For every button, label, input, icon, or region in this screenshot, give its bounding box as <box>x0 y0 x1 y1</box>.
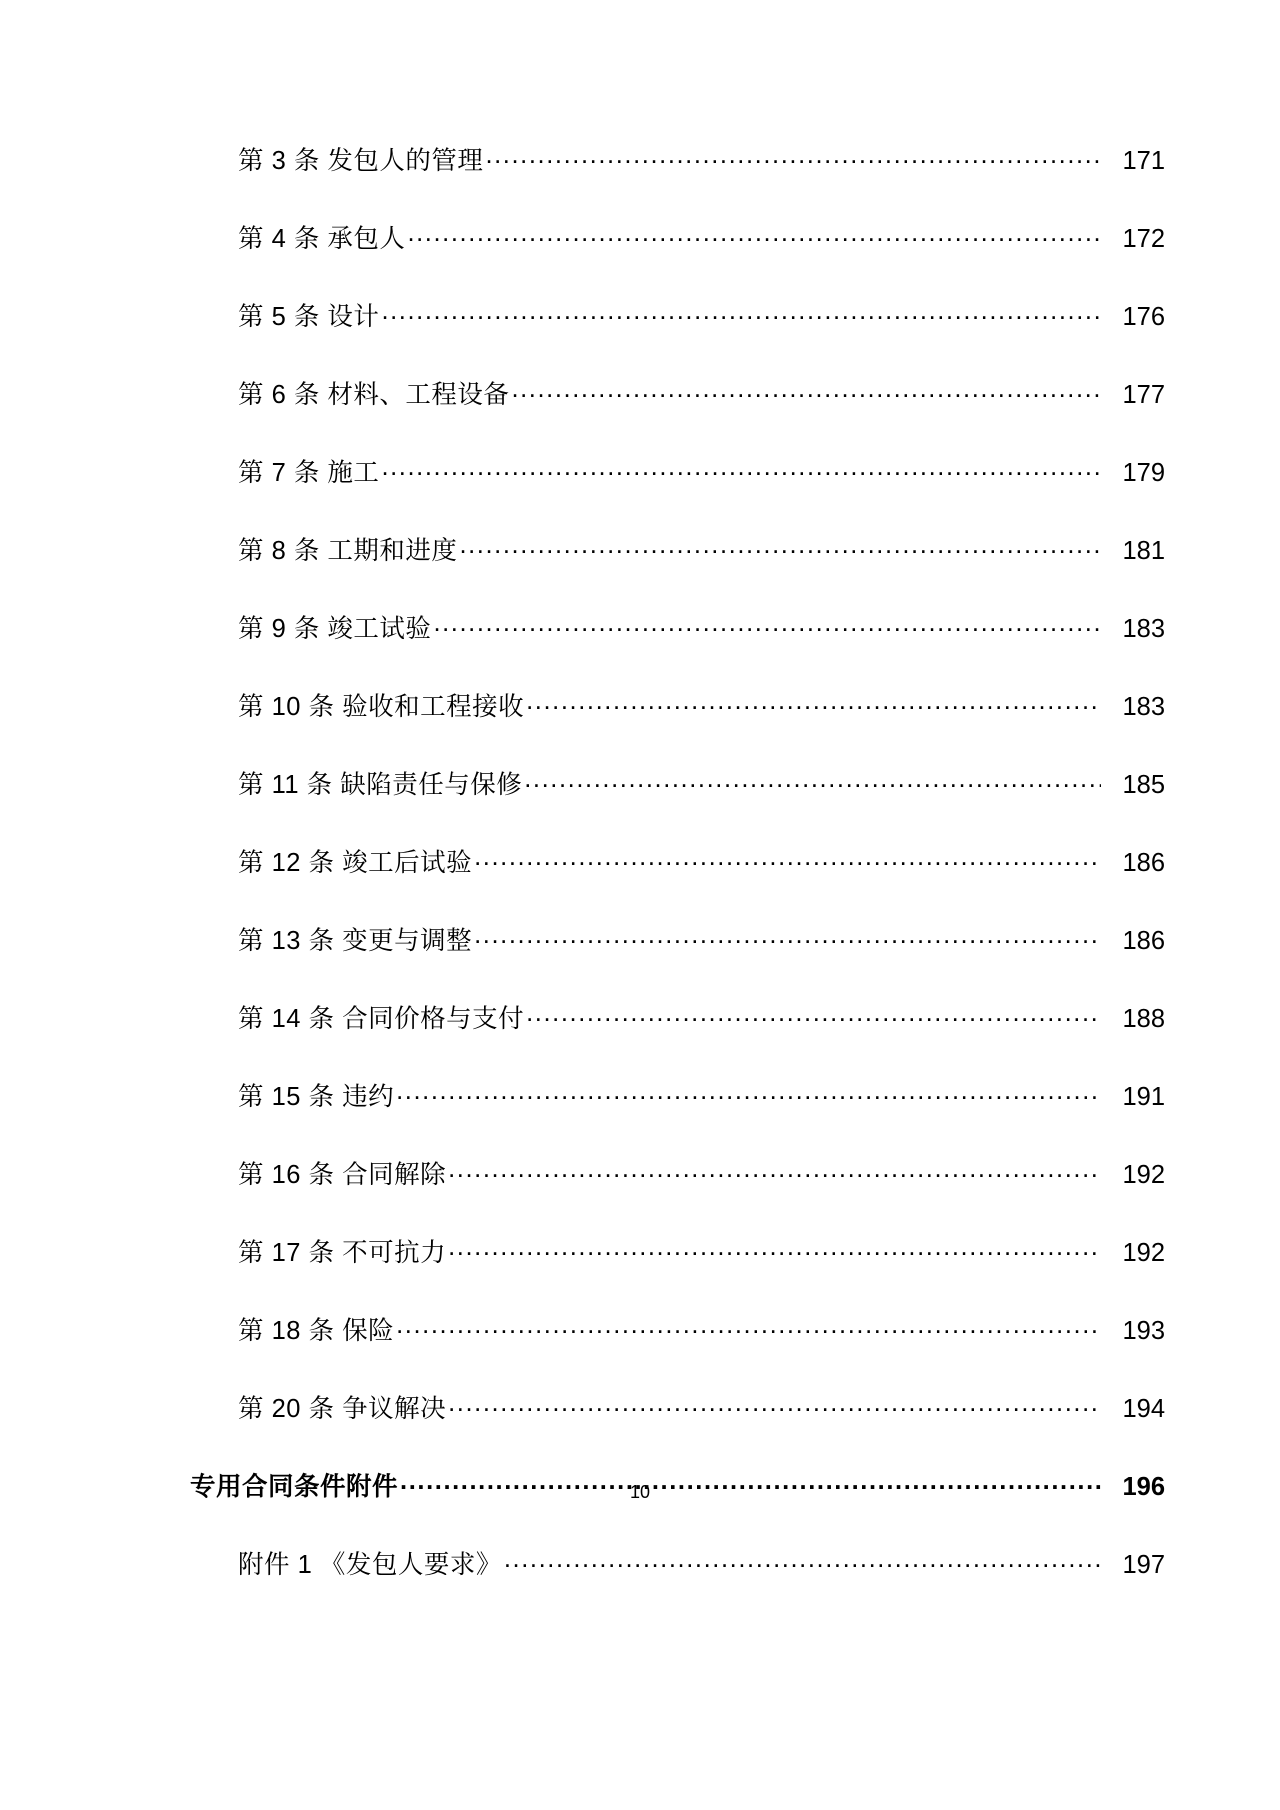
toc-entry-label: 第 8 条 工期和进度 <box>238 536 458 565</box>
toc-entry[interactable] <box>0 1220 1165 1266</box>
toc-leader-dots <box>524 767 1101 793</box>
toc-entry[interactable] <box>0 830 1165 876</box>
toc-entry[interactable] <box>0 1532 1165 1578</box>
toc-entry-page-number: 179 <box>1122 458 1165 487</box>
toc-entry[interactable] <box>0 1298 1165 1344</box>
toc-entry[interactable] <box>0 206 1165 252</box>
page-number-footer: 10 <box>629 1482 651 1502</box>
toc-entry-label: 第 7 条 施工 <box>238 458 380 487</box>
toc-entry-page-number: 183 <box>1122 692 1165 721</box>
toc-entry[interactable] <box>0 986 1165 1032</box>
toc-leader-dots <box>396 1079 1101 1105</box>
toc-leader-dots <box>433 611 1101 637</box>
toc-leader-dots <box>459 533 1101 559</box>
toc-entry-label: 第 6 条 材料、工程设备 <box>238 380 510 409</box>
toc-entry-page-number: 194 <box>1122 1394 1165 1423</box>
toc-entry[interactable] <box>0 752 1165 798</box>
toc-entry-page-number: 186 <box>1122 926 1165 955</box>
toc-entry[interactable] <box>0 284 1165 330</box>
toc-entry-page-number: 192 <box>1122 1160 1165 1189</box>
toc-entry-label: 第 11 条 缺陷责任与保修 <box>238 770 523 799</box>
toc-entry-page-number: 172 <box>1122 224 1165 253</box>
toc-entry-label: 附件 1 《发包人要求》 <box>238 1550 502 1579</box>
toc-entry-label: 第 10 条 验收和工程接收 <box>238 692 525 721</box>
toc-leader-dots <box>396 1313 1101 1339</box>
toc-entry-label: 第 14 条 合同价格与支付 <box>238 1004 525 1033</box>
toc-leader-dots <box>381 455 1101 481</box>
toc-entry[interactable] <box>0 128 1165 174</box>
toc-entry[interactable] <box>0 908 1165 954</box>
toc-leader-dots <box>526 689 1101 715</box>
toc-entry[interactable] <box>0 518 1165 564</box>
toc-entry-label: 第 13 条 变更与调整 <box>238 926 473 955</box>
toc-leader-dots <box>526 1001 1101 1027</box>
toc-entry-label: 专用合同条件附件 <box>190 1472 399 1501</box>
toc-entry-page-number: 188 <box>1122 1004 1165 1033</box>
toc-entry-page-number: 193 <box>1122 1316 1165 1345</box>
toc-leader-dots <box>407 221 1101 247</box>
toc-leader-dots <box>474 923 1101 949</box>
toc-entry-page-number: 192 <box>1122 1238 1165 1267</box>
toc-entry-page-number: 176 <box>1122 302 1165 331</box>
toc-entry-label: 第 18 条 保险 <box>238 1316 395 1345</box>
toc-leader-dots <box>511 377 1101 403</box>
table-of-contents <box>0 128 1280 1610</box>
toc-leader-dots <box>474 845 1101 871</box>
toc-entry-page-number: 196 <box>1122 1472 1165 1501</box>
toc-entry-label: 第 15 条 违约 <box>238 1082 395 1111</box>
toc-entry-page-number: 186 <box>1122 848 1165 877</box>
toc-entry-label: 第 3 条 发包人的管理 <box>238 146 484 175</box>
toc-entry-label: 第 16 条 合同解除 <box>238 1160 447 1189</box>
toc-entry-label: 第 4 条 承包人 <box>238 224 406 253</box>
toc-entry-page-number: 177 <box>1122 380 1165 409</box>
toc-entry-label: 第 9 条 竣工试验 <box>238 614 432 643</box>
toc-leader-dots <box>448 1157 1101 1183</box>
toc-entry[interactable] <box>0 1064 1165 1110</box>
toc-leader-dots <box>504 1547 1101 1573</box>
toc-entry-label: 第 17 条 不可抗力 <box>238 1238 447 1267</box>
toc-leader-dots <box>381 299 1101 325</box>
toc-entry-label: 第 12 条 竣工后试验 <box>238 848 473 877</box>
toc-entry-page-number: 181 <box>1122 536 1165 565</box>
toc-entry[interactable] <box>0 1376 1165 1422</box>
toc-entry[interactable] <box>0 596 1165 642</box>
toc-entry-label: 第 5 条 设计 <box>238 302 380 331</box>
toc-entry-page-number: 191 <box>1122 1082 1165 1111</box>
toc-entry-label: 第 20 条 争议解决 <box>238 1394 447 1423</box>
toc-entry[interactable] <box>0 674 1165 720</box>
toc-leader-dots <box>448 1235 1101 1261</box>
toc-entry[interactable] <box>0 440 1165 486</box>
toc-entry-page-number: 171 <box>1122 146 1165 175</box>
toc-entry-page-number: 197 <box>1122 1550 1165 1579</box>
toc-entry-page-number: 185 <box>1122 770 1165 799</box>
toc-entry[interactable] <box>0 362 1165 408</box>
toc-leader-dots <box>485 143 1101 169</box>
toc-entry[interactable] <box>0 1142 1165 1188</box>
toc-entry-page-number: 183 <box>1122 614 1165 643</box>
toc-leader-dots <box>448 1391 1101 1417</box>
